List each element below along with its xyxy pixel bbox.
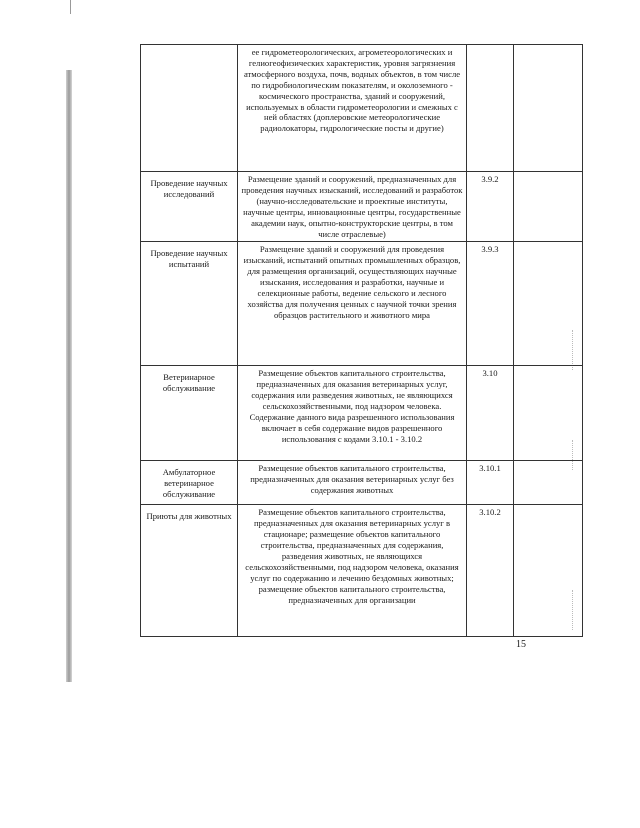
- description-cell: ее гидрометеорологических, агрометеорологических и гелиогеофизических характеристик, уровня загрязнения атмосферного воздуха, почв, водных объектов, в том числе по гидробиологическим показателям, и околоземного - космического пространства, зданий и сооружений, используемых в области гидрометеорологии и смежных с ней областях (доплеровские метеорологические радиолокаторы, гидрологические посты и другие): [238, 45, 467, 172]
- code-cell: 3.10.1: [467, 461, 514, 505]
- scan-tick-mark: [70, 0, 79, 14]
- description-cell: Размещение зданий и сооружений, предназначенных для проведения научных изысканий, исследований и разработок (научно-исследовательские и проектные институты, научные центры, инновационные центры, государственные академии наук, опытно-конструкторские центры, в том числе отраслевые): [238, 172, 467, 242]
- table-row: [141, 366, 583, 461]
- table-row: [141, 505, 583, 637]
- scan-edge-strip: [66, 70, 72, 682]
- empty-cell: [514, 242, 583, 366]
- code-cell: 3.10.2: [467, 505, 514, 637]
- empty-cell: [514, 505, 583, 637]
- code-cell: 3.9.3: [467, 242, 514, 366]
- type-name-cell: Ветеринарное обслуживание: [141, 366, 238, 461]
- description-cell: Размещение объектов капитального строительства, предназначенных для оказания ветеринарных услуг, содержания или разведения животных, не являющихся сельскохозяйственными, под надзором человека. Содержание данного вида разрешенного использования включает в себя содержание видов разрешенного использования с кодами 3.10.1 - 3.10.2: [238, 366, 467, 461]
- empty-cell: [514, 461, 583, 505]
- table-row: [141, 45, 583, 172]
- description-cell: Размещение зданий и сооружений для проведения изысканий, испытаний опытных промышленных образцов, для размещения организаций, осуществляющих научные изыскания, исследования и разработки, научные и селекционные работы, ведение сельского и лесного хозяйства для получения ценных с научной точки зрения образцов растительного и животного мира: [238, 242, 467, 366]
- code-cell: [467, 45, 514, 172]
- empty-cell: [514, 45, 583, 172]
- land-use-table: [140, 44, 583, 637]
- code-cell: 3.9.2: [467, 172, 514, 242]
- type-name-cell: Проведение научных испытаний: [141, 242, 238, 366]
- empty-cell: [514, 366, 583, 461]
- type-name-cell: [141, 45, 238, 172]
- code-cell: 3.10: [467, 366, 514, 461]
- table-row: [141, 172, 583, 242]
- description-cell: Размещение объектов капитального строительства, предназначенных для оказания ветеринарных услуг без содержания животных: [238, 461, 467, 505]
- type-name-cell: Проведение научных исследований: [141, 172, 238, 242]
- type-name-cell: Приюты для животных: [141, 505, 238, 637]
- table-row: [141, 461, 583, 505]
- empty-cell: [514, 172, 583, 242]
- page-number: 15: [516, 639, 526, 650]
- type-name-cell: Амбулаторное ветеринарное обслуживание: [141, 461, 238, 505]
- description-cell: Размещение объектов капитального строительства, предназначенных для оказания ветеринарных услуг в стационаре; размещение объектов капитального строительства, предназначенных для содержания, разведения животных, не являющихся сельскохозяйственными, под надзором человека, оказания услуг по содержанию и лечению бездомных животных; размещение объектов капитального строительства, предназначенных для организации: [238, 505, 467, 637]
- table-row: [141, 242, 583, 366]
